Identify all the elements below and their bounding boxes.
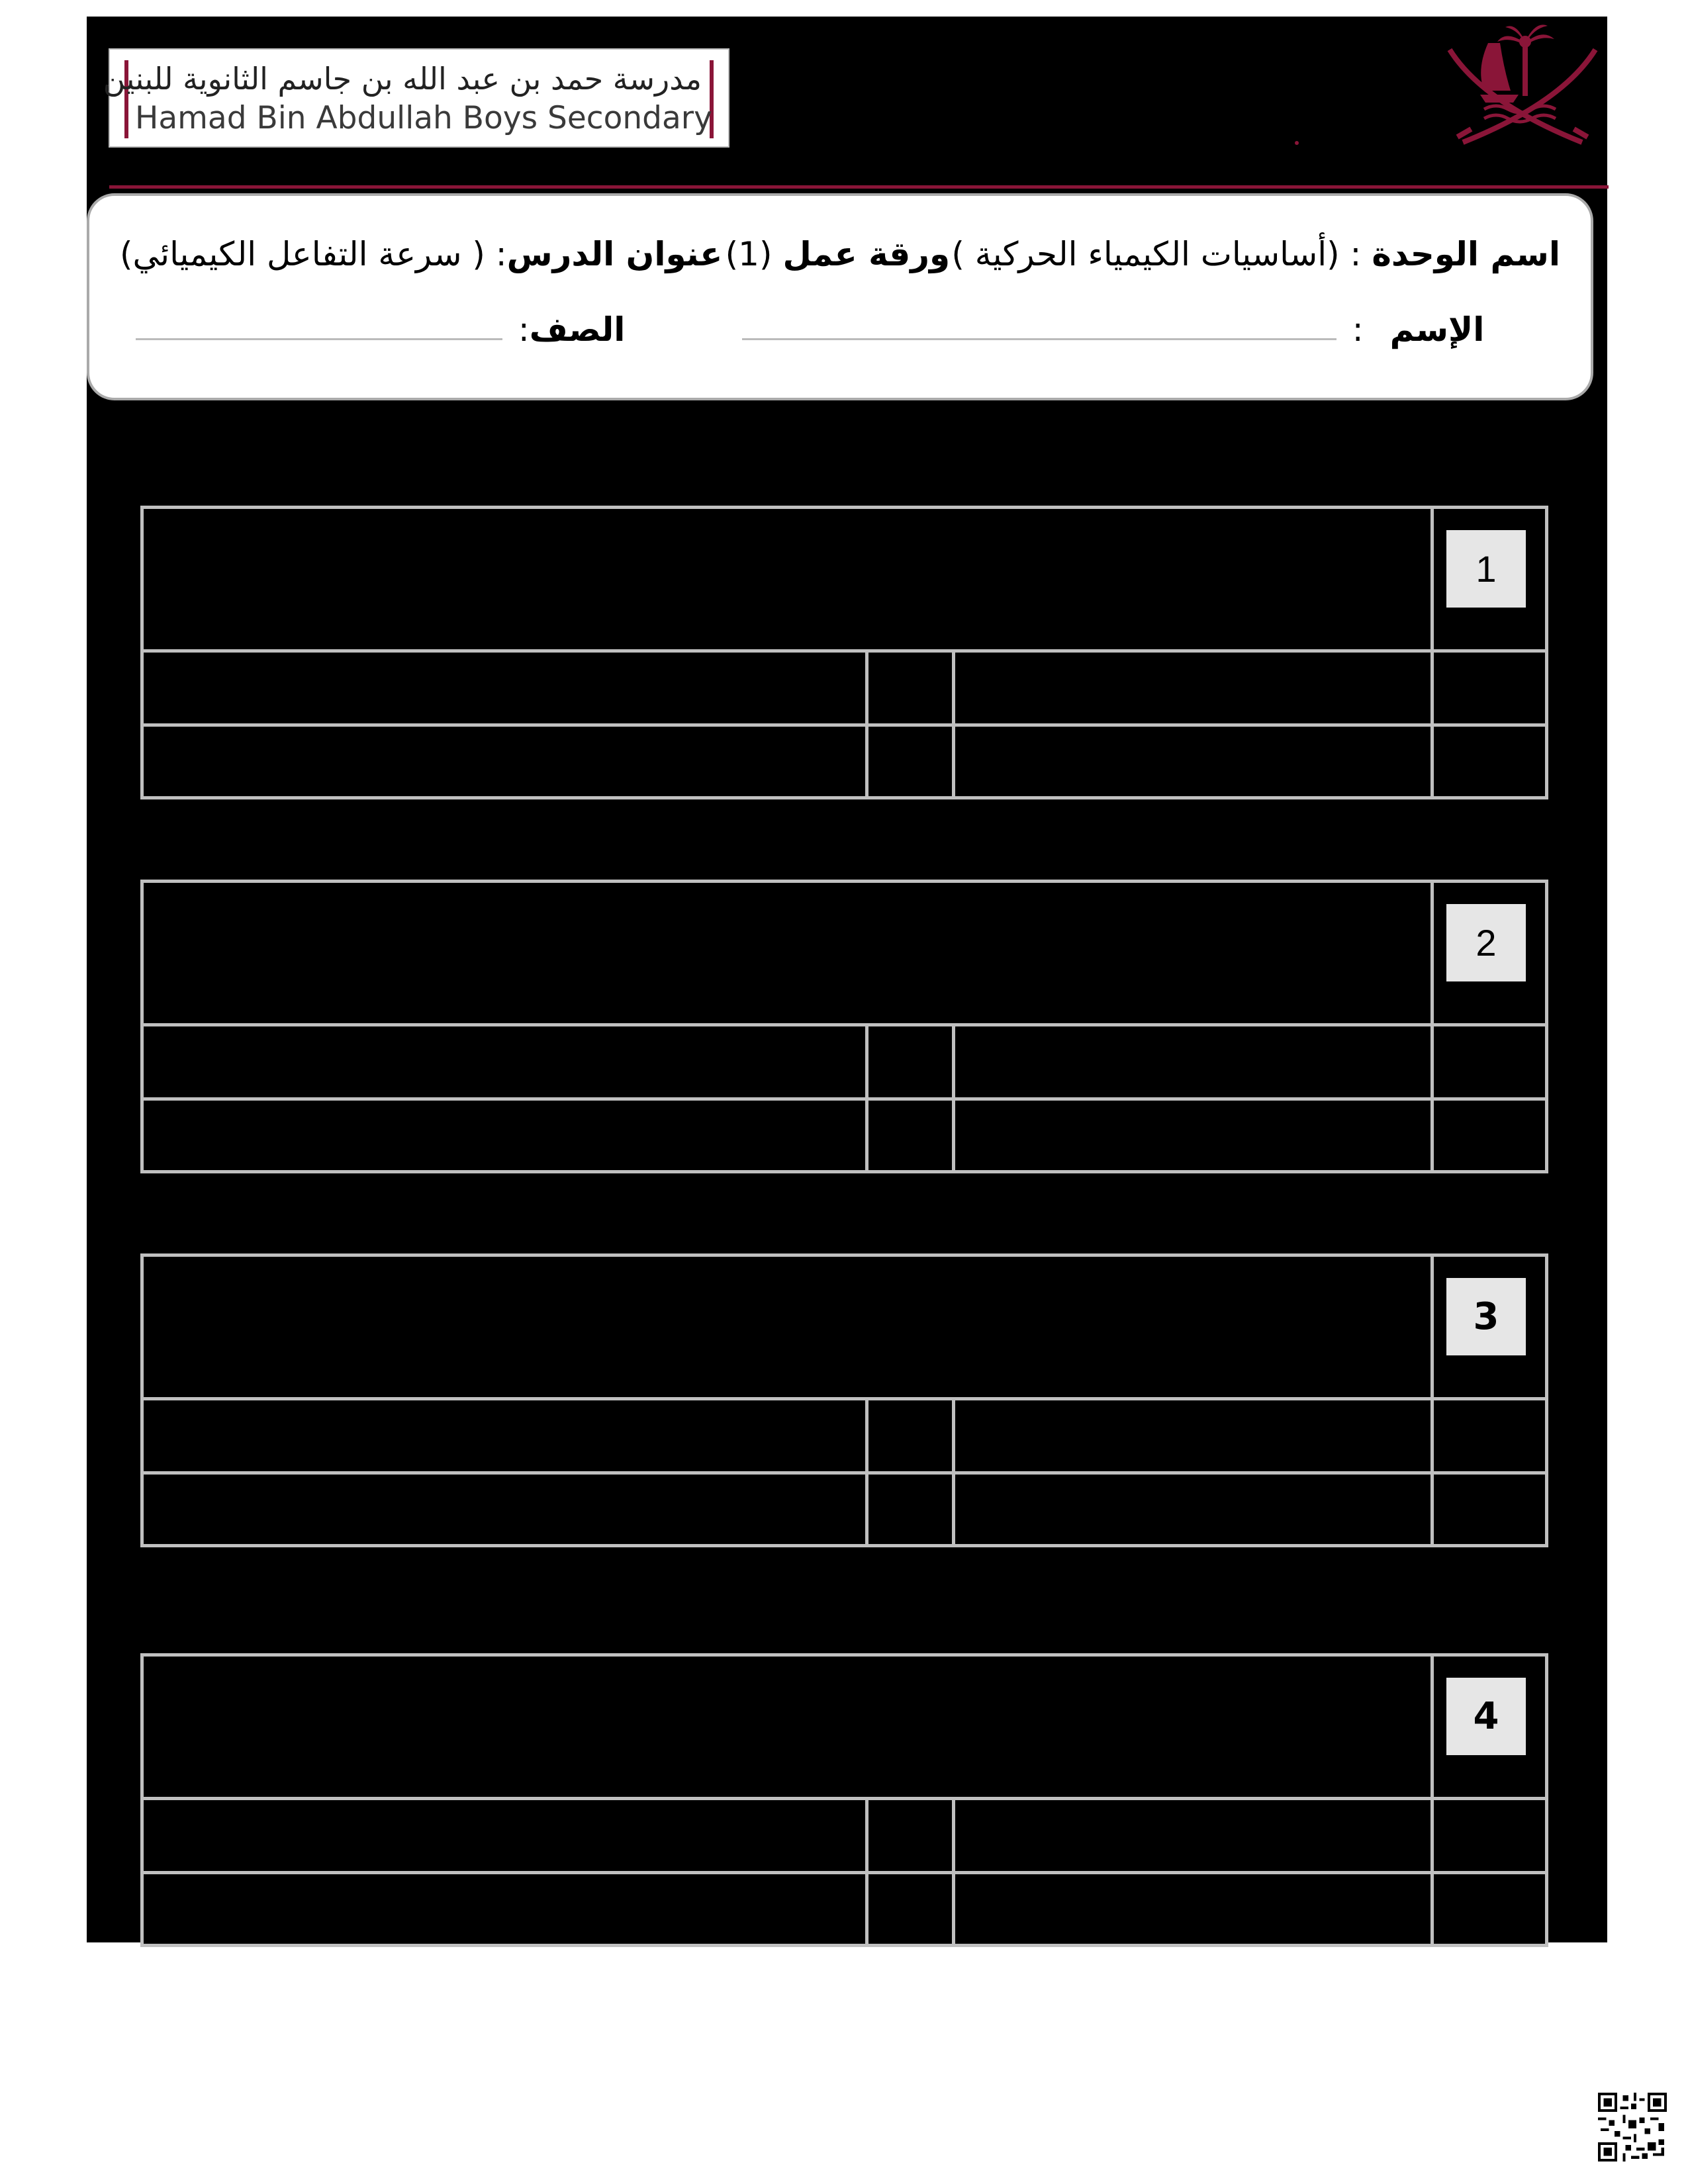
decorative-dot	[1295, 141, 1299, 145]
name-field[interactable]	[742, 338, 1336, 340]
table-divider	[865, 1797, 868, 1944]
table-divider	[144, 1023, 1545, 1026]
table-divider	[865, 1023, 868, 1170]
school-name-arabic: مدرسة حمد بن عبد الله بن جاسم الثانوية للبنين	[103, 61, 702, 97]
table-divider	[952, 1397, 955, 1544]
table-divider	[144, 1797, 1545, 1800]
name-colon: :	[1352, 310, 1364, 349]
table-divider	[952, 1797, 955, 1944]
qatar-state-emblem-icon	[1436, 17, 1609, 156]
question-number: 1	[1446, 530, 1526, 608]
table-divider	[952, 649, 955, 796]
info-row-student	[120, 303, 1560, 356]
table-divider	[952, 1023, 955, 1170]
table-divider	[1430, 883, 1434, 1170]
school-logo	[103, 48, 729, 148]
class-field[interactable]	[136, 338, 502, 340]
table-divider	[1430, 1257, 1434, 1544]
unit-value: : (أساسيات الكيمياء الحركية )	[951, 235, 1362, 273]
info-row-unit	[120, 228, 1560, 281]
table-divider	[144, 1097, 1545, 1101]
qr-code-icon[interactable]	[1598, 2093, 1667, 2161]
student-info-panel	[87, 193, 1593, 400]
question-number: 3	[1446, 1278, 1526, 1355]
header-divider	[109, 185, 1609, 189]
worksheet-label: ورقة عمل	[782, 235, 951, 273]
table-divider	[144, 1871, 1545, 1874]
question-block	[140, 1653, 1548, 1947]
table-divider	[1430, 509, 1434, 796]
class-colon: :	[518, 310, 530, 349]
question-number: 2	[1446, 904, 1526, 981]
table-divider	[1430, 1657, 1434, 1944]
table-divider	[144, 1471, 1545, 1475]
table-divider	[144, 723, 1545, 727]
question-block	[140, 880, 1548, 1173]
worksheet-number: (1)	[725, 235, 773, 273]
unit-label: اسم الوحدة	[1372, 235, 1560, 273]
class-label: الصف	[529, 310, 626, 349]
name-label: الإسم	[1389, 310, 1485, 349]
table-divider	[865, 649, 868, 796]
question-block	[140, 1253, 1548, 1547]
table-divider	[865, 1397, 868, 1544]
question-block	[140, 506, 1548, 799]
table-divider	[144, 1397, 1545, 1400]
lesson-value: : ( سرعة التفاعل الكيميائي)	[120, 235, 507, 273]
question-number: 4	[1446, 1678, 1526, 1755]
table-divider	[144, 649, 1545, 653]
school-name-english: Hamad Bin Abdullah Boys Secondary	[135, 100, 712, 136]
lesson-label: عنوان الدرس	[506, 235, 723, 273]
